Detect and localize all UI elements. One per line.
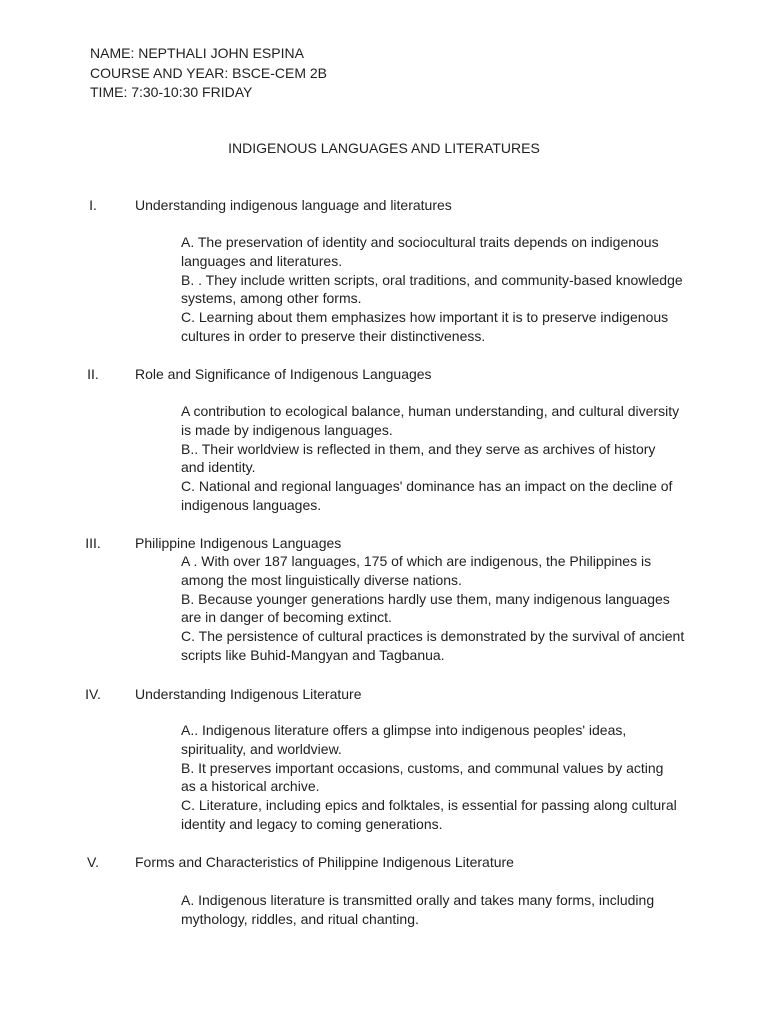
student-info-header xyxy=(90,44,327,103)
section-heading-text: Understanding indigenous language and literatures xyxy=(135,197,452,213)
section-line: B. . They include written scripts, oral traditions, and community-based knowledge xyxy=(181,271,683,288)
section-body-1 xyxy=(181,233,691,346)
section-line: C. National and regional languages' dominance has an impact on the decline of xyxy=(181,478,673,495)
section-line: as a historical archive. xyxy=(181,778,320,795)
section-heading-text: Role and Significance of Indigenous Languages xyxy=(135,366,432,382)
section-line: C. Literature, including epics and folktales, is essential for passing along cultural xyxy=(181,797,677,814)
section-line: scripts like Buhid-Mangyan and Tagbanua. xyxy=(181,646,445,663)
document-title: INDIGENOUS LANGUAGES AND LITERATURES xyxy=(228,140,540,156)
section-line: A contribution to ecological balance, human understanding, and cultural diversity xyxy=(181,403,680,419)
section-line: C. Learning about them emphasizes how important it is to preserve indigenous xyxy=(181,309,669,326)
section-line: B. Because younger generations hardly use them, many indigenous languages xyxy=(181,590,670,607)
section-line: and identity. xyxy=(181,459,256,476)
section-body-5 xyxy=(181,891,691,929)
section-line: A.. Indigenous literature offers a glimpse into indigenous peoples' ideas, xyxy=(181,722,627,738)
section-line: A. Indigenous literature is transmitted orally and takes many forms, including xyxy=(181,892,655,908)
section-line: cultures in order to preserve their distinctiveness. xyxy=(181,327,486,344)
section-body-4 xyxy=(181,721,691,834)
section-body-3 xyxy=(181,552,691,665)
section-line: indigenous languages. xyxy=(181,496,322,513)
section-line: identity and legacy to coming generations. xyxy=(181,815,443,832)
section-line: among the most linguistically diverse nations. xyxy=(181,571,462,588)
section-line: is made by indigenous languages. xyxy=(181,421,393,438)
section-line: A. The preservation of identity and sociocultural traits depends on indigenous xyxy=(181,234,659,250)
section-line: B.. Their worldview is reflected in them, and they serve as archives of history xyxy=(181,440,656,457)
section-line: are in danger of becoming extinct. xyxy=(181,609,392,626)
section-line: spirituality, and worldview. xyxy=(181,740,342,757)
section-line: C. The persistence of cultural practices is demonstrated by the survival of ancient xyxy=(181,628,685,645)
section-line: mythology, riddles, and ritual chanting. xyxy=(181,910,419,927)
document-page: NAME: NEPTHALI JOHN ESPINA COURSE AND YEAR: BSCE-CEM 2B TIME: 7:30-10:30 FRIDAY INDIGENOUS LANGUAGES AND LITERATURES I. Understanding indigenous language and literatures A. The preservation of identity and sociocultural traits depends on indigenous languages and literatures. B. . They include written scripts, oral traditions, and community-based knowledge systems, among other forms. C. Learning about them emphasizes how important it is to preserve indigenous cultures in order to preserve their distinctiveness. II. Role and Significance of Indigenous Languages A contribution to ecological balance, human understanding, and cultural diversity is made by indigenous languages. B.. Their worldview is reflected in them, and they serve as archives of history and identity. C. National and regional languages' dominance has an impact on the decline of indigenous languages. III. Philippine Indigenous Languages A . With over 187 languages, 175 of which are indigenous, the Philippines is among the most linguistically diverse nations. B. Because younger generations hardly use them, many indigenous languages are in danger of becoming extinct. C. The persistence of cultural practices is demonstrated by the survival of ancient scripts like Buhid-Mangyan and Tagbanua. IV. Understanding Indigenous Literature A.. Indigenous literature offers a glimpse into indigenous peoples' ideas, spirituality, and worldview. B. It preserves important occasions, customs, and communal values by acting as a historical archive. C. Literature, including epics and folktales, is essential for passing along cultural identity and legacy to coming generations. V. Forms and Characteristics of Philippine Indigenous Literature A. Indigenous literature is transmitted orally and takes many forms, including mythology, riddles, and ritual chanting. xyxy=(0,0,768,1024)
section-line: systems, among other forms. xyxy=(181,290,362,307)
section-heading-text: Forms and Characteristics of Philippine Indigenous Literature xyxy=(135,854,514,870)
section-line: A . With over 187 languages, 175 of which are indigenous, the Philippines is xyxy=(181,553,652,569)
section-heading-text: Understanding Indigenous Literature xyxy=(135,686,362,702)
section-heading-text: Philippine Indigenous Languages xyxy=(135,535,342,551)
section-line: B. It preserves important occasions, customs, and communal values by acting xyxy=(181,759,664,776)
section-line: languages and literatures. xyxy=(181,252,343,269)
time-line: TIME: 7:30-10:30 FRIDAY xyxy=(90,84,253,100)
course-year-line: COURSE AND YEAR: BSCE-CEM 2B xyxy=(90,64,328,81)
section-body-2 xyxy=(181,402,691,515)
student-name-line: NAME: NEPTHALI JOHN ESPINA xyxy=(90,45,304,61)
